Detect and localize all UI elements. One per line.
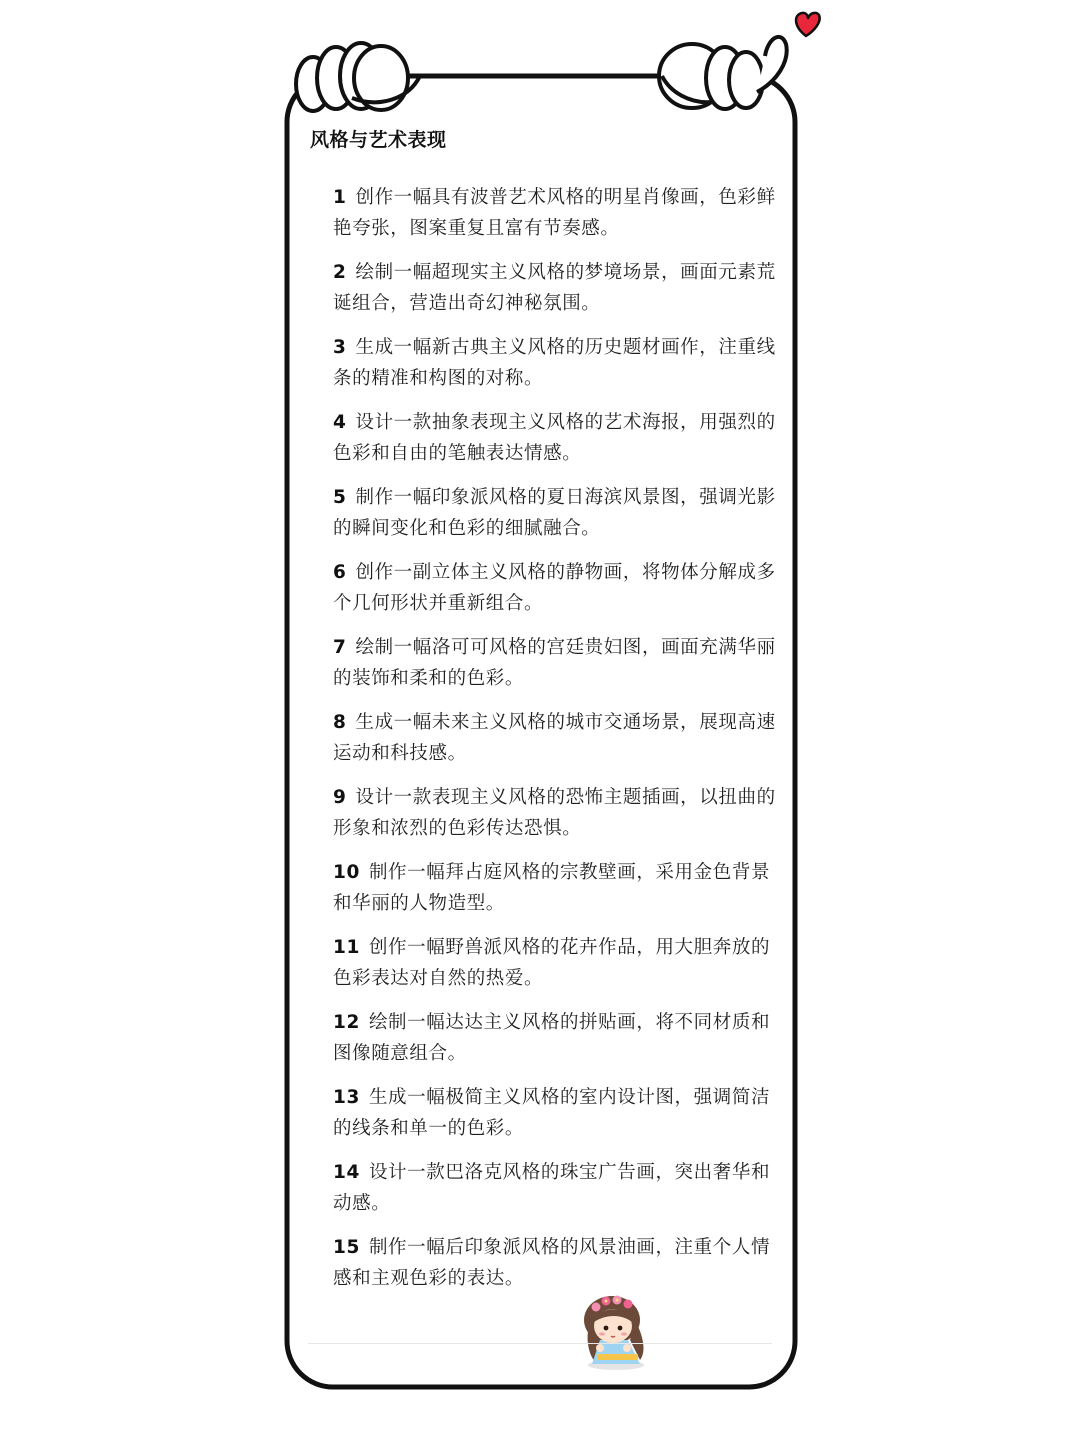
prompt-number: 15: [333, 1237, 360, 1258]
prompt-text: 绘制一幅达达主义风格的拼贴画，将不同材质和图像随意组合。: [333, 1012, 771, 1064]
prompt-text: 设计一款巴洛克风格的珠宝广告画，突出奢华和动感。: [333, 1162, 771, 1214]
prompt-text: 制作一幅拜占庭风格的宗教壁画，采用金色背景和华丽的人物造型。: [333, 862, 771, 914]
prompt-item: [333, 182, 780, 244]
prompt-number: 10: [333, 862, 360, 883]
prompt-number: 5: [333, 487, 347, 508]
prompt-text: 设计一款抽象表现主义风格的艺术海报，用强烈的色彩和自由的笔触表达情感。: [333, 412, 776, 464]
prompt-text: 设计一款表现主义风格的恐怖主题插画，以扭曲的形象和浓烈的色彩传达恐惧。: [333, 787, 776, 839]
prompt-item: [333, 932, 780, 994]
prompt-item: [333, 332, 780, 394]
prompt-number: 14: [333, 1162, 360, 1183]
bottom-divider: [308, 1343, 772, 1344]
prompt-item: [333, 1157, 780, 1219]
prompt-text: 创作一幅具有波普艺术风格的明星肖像画，色彩鲜艳夸张，图案重复且富有节奏感。: [333, 187, 776, 239]
prompt-number: 13: [333, 1087, 360, 1108]
heart-icon: [796, 13, 820, 36]
prompt-text: 制作一幅后印象派风格的风景油画，注重个人情感和主观色彩的表达。: [333, 1237, 771, 1289]
prompt-text: 创作一副立体主义风格的静物画，将物体分解成多个几何形状并重新组合。: [333, 562, 776, 614]
left-hand-icon: [296, 43, 420, 111]
prompt-item: [333, 632, 780, 694]
prompt-text: 生成一幅极简主义风格的室内设计图，强调简洁的线条和单一的色彩。: [333, 1087, 771, 1139]
prompt-text: 生成一幅新古典主义风格的历史题材画作，注重线条的精准和构图的对称。: [333, 337, 776, 389]
prompt-number: 3: [333, 337, 347, 358]
prompt-number: 1: [333, 187, 347, 208]
prompt-number: 8: [333, 712, 347, 733]
prompt-number: 12: [333, 1012, 360, 1033]
prompt-text: 创作一幅野兽派风格的花卉作品，用大胆奔放的色彩表达对自然的热爱。: [333, 937, 771, 989]
prompt-number: 6: [333, 562, 347, 583]
prompt-item: [333, 782, 780, 844]
prompt-list: [310, 182, 780, 1294]
prompt-item: [333, 407, 780, 469]
prompt-text: 绘制一幅超现实主义风格的梦境场景，画面元素荒诞组合，营造出奇幻神秘氛围。: [333, 262, 776, 314]
prompt-item: [333, 1232, 780, 1294]
prompt-number: 11: [333, 937, 360, 958]
prompt-item: [333, 257, 780, 319]
prompt-item: [333, 1007, 780, 1069]
prompt-item: [333, 557, 780, 619]
prompt-item: [333, 707, 780, 769]
prompt-item: [333, 482, 780, 544]
prompt-number: 7: [333, 637, 347, 658]
card-title: 风格与艺术表现: [310, 129, 447, 151]
prompt-item: [333, 857, 780, 919]
prompt-text: 绘制一幅洛可可风格的宫廷贵妇图，画面充满华丽的装饰和柔和的色彩。: [333, 637, 776, 689]
card-content: [310, 118, 780, 1307]
prompt-text: 制作一幅印象派风格的夏日海滨风景图，强调光影的瞬间变化和色彩的细腻融合。: [333, 487, 776, 539]
prompt-number: 4: [333, 412, 347, 433]
prompt-text: 生成一幅未来主义风格的城市交通场景，展现高速运动和科技感。: [333, 712, 776, 764]
prompt-number: 2: [333, 262, 347, 283]
prompt-number: 9: [333, 787, 347, 808]
prompt-item: [333, 1082, 780, 1144]
